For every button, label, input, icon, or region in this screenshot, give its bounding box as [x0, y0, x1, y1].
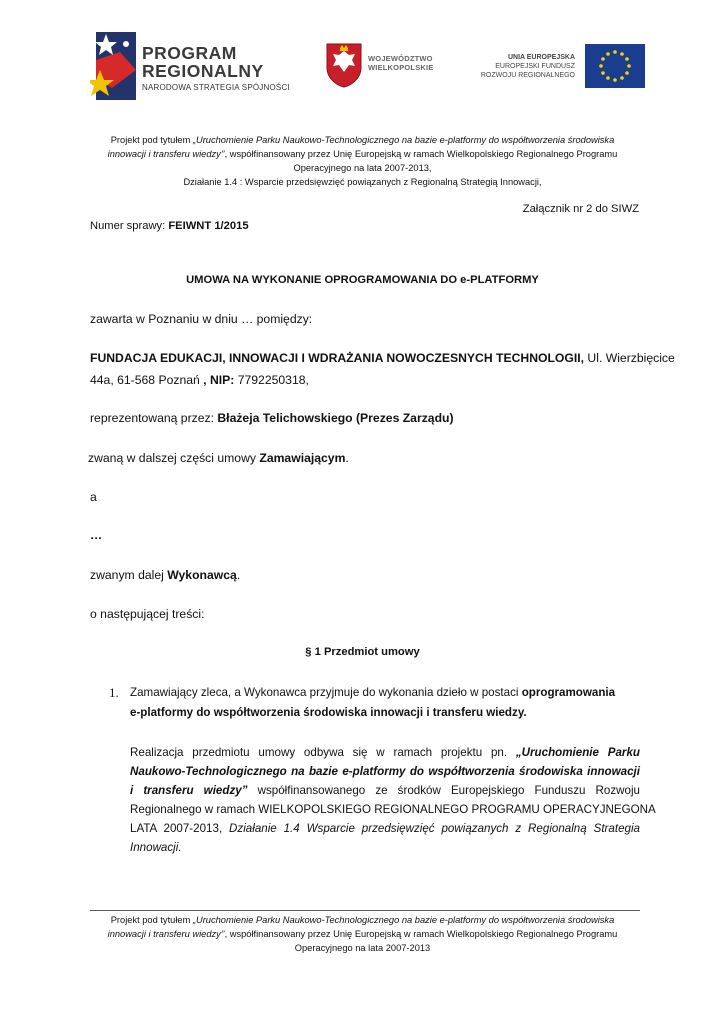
item1-line1: Zamawiający zleca, a Wykonawca przyjmuje do wykonania dzieło w postaci oprogramowania: [130, 686, 616, 699]
header-note-line3: Operacyjnego na lata 2007-2013,: [293, 163, 432, 173]
attachment-label: Załącznik nr 2 do SIWZ: [522, 203, 639, 215]
header-project-note: [60, 133, 665, 189]
realization-line2: Naukowo-Technologicznego na bazie e-platformy do współtworzenia środowiska innowacji: [130, 765, 640, 778]
program-regionalny-line3: NARODOWA STRATEGIA SPÓJNOŚCI: [142, 83, 290, 92]
ue-line1: UNIA EUROPEJSKA: [507, 54, 575, 61]
footer-note-line1: Projekt pod tytułem „Uruchomienie Parku Naukowo-Technologicznego na bazie e-platformy do współtworzenia środowiska: [110, 915, 615, 925]
content-intro: o następującej treści:: [90, 607, 205, 621]
wojewodztwo-line1: WOJEWÓDZTWO: [368, 54, 433, 63]
case-number: Numer sprawy: FEIWNT 1/2015: [90, 220, 249, 232]
wielkopolska-coat-of-arms-icon: [325, 42, 363, 88]
called-contractor-line: zwanym dalej Wykonawcą.: [90, 568, 241, 582]
footer-note-line3: Operacyjnego na lata 2007-2013: [294, 943, 431, 953]
logo-strip: [0, 0, 725, 110]
wojewodztwo-line2: WIELKOPOLSKIE: [368, 63, 434, 72]
header-note-line1: Projekt pod tytułem „Uruchomienie Parku Naukowo-Technologicznego na bazie e-platformy do współtworzenia środowiska: [110, 135, 615, 145]
contract-title: UMOWA NA WYKONANIE OPROGRAMOWANIA DO e-PLATFORMY: [186, 274, 539, 286]
and-line: a: [90, 490, 97, 504]
represented-line: reprezentowaną przez: Błażeja Telichowskiego (Prezes Zarządu): [90, 411, 454, 425]
item1-number: 1.: [109, 685, 119, 700]
realization-line4: Regionalnego w ramach WIELKOPOLSKIEGO REGIONALNEGO PROGRAMU OPERACYJNEGONA: [130, 803, 656, 816]
wojewodztwo-wielkopolskie-logo: [325, 42, 440, 90]
party1-line2: 44a, 61-568 Poznań , NIP: 7792250318,: [90, 373, 309, 387]
concluded-line: zawarta w Poznaniu w dniu … pomiędzy:: [90, 312, 313, 326]
program-regionalny-line2: REGIONALNY: [142, 61, 264, 81]
party1-line1: FUNDACJA EDUKACJI, INNOWACJI I WDRAŻANIA NOWOCZESNYCH TECHNOLOGII, Ul. Wierzbięcice: [90, 351, 675, 365]
program-regionalny-line1: PROGRAM: [142, 43, 237, 63]
ellipsis-line: …: [90, 528, 103, 542]
european-union-logo: [470, 40, 645, 94]
footer-note-line2: innowacji i transferu wiedzy’’, współfinansowany przez Unię Europejską w ramach Wielkopolskiego Regionalnego Programu: [107, 929, 618, 939]
header-note-line4: Działanie 1.4 : Wsparcie przedsięwzięć powiązanych z Regionalną Strategią Innowacji,: [183, 177, 542, 187]
realization-line3: i transferu wiedzy” współfinansowanego ze środków Europejskiego Funduszu Rozwoju: [130, 784, 641, 797]
section1-title: § 1 Przedmiot umowy: [305, 646, 420, 658]
called-client-line: zwaną w dalszej części umowy Zamawiającym.: [88, 451, 349, 465]
footer-project-note: [60, 913, 665, 955]
header-note-line2: innowacji i transferu wiedzy’’, współfinansowany przez Unię Europejską w ramach Wielkopolskiego Regionalnego Programu: [107, 149, 618, 159]
eu-flag-icon: [585, 44, 645, 88]
item1-line2: e-platformy do współtworzenia środowiska innowacji i transferu wiedzy.: [130, 706, 527, 719]
realization-paragraph: [130, 743, 656, 857]
realization-line6: Innowacji.: [130, 841, 182, 854]
ue-line2: EUROPEJSKI FUNDUSZ: [495, 63, 575, 70]
program-regionalny-emblem-icon: [90, 30, 142, 102]
realization-line1: Realizacja przedmiotu umowy odbywa się w ramach projektu pn. „Uruchomienie Parku: [130, 746, 640, 759]
footer-divider: [90, 910, 640, 911]
ue-line3: ROZWOJU REGIONALNEGO: [480, 72, 575, 79]
realization-line5: LATA 2007-2013, Działanie 1.4 Wsparcie przedsięwzięć powiązanych z Regionalną Strategia: [130, 822, 640, 835]
program-regionalny-logo: [90, 30, 300, 105]
